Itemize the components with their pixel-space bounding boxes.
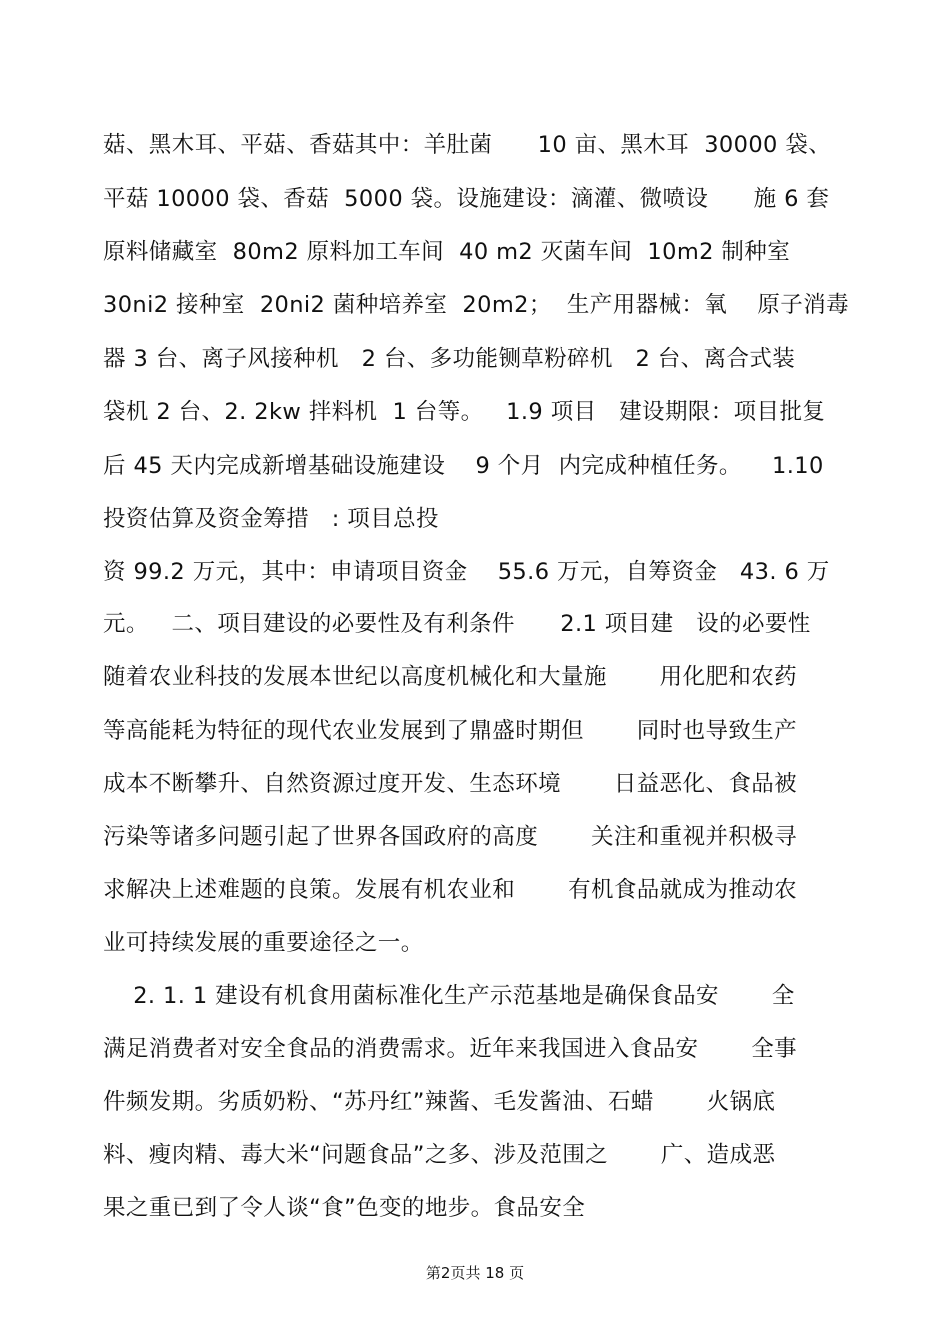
text-line: 资 99.2 万元，其中：申请项目资金 55.6 万元，自筹资金 43. 6 万	[103, 559, 830, 585]
text-line: 求解决上述难题的良策。发展有机农业和 有机食品就成为推动农	[103, 877, 798, 903]
text-line: 污染等诸多问题引起了世界各国政府的高度 关注和重视并积极寻	[103, 824, 798, 850]
text-line: 投资估算及资金筹措 : 项目总投	[103, 506, 439, 532]
text-line: 料、瘦肉精、毒大米“问题食品”之多、涉及范围之 广、造成恶	[103, 1142, 776, 1168]
text-line: 30ni2 接种室 20ni2 菌种培养室 20m2； 生产用器械：氧 原子消毒	[103, 292, 850, 318]
text-line: 业可持续发展的重要途径之一。	[103, 930, 424, 956]
text-line: 2. 1. 1 建设有机食用菌标准化生产示范基地是确保食品安 全	[103, 983, 795, 1009]
text-line: 成本不断攀升、自然资源过度开发、生态环境 日益恶化、食品被	[103, 771, 798, 797]
text-line: 等高能耗为特征的现代农业发展到了鼎盛时期但 同时也导致生产	[103, 718, 798, 744]
text-line: 件频发期。劣质奶粉、“苏丹红”辣酱、毛发酱油、石蜡 火锅底	[103, 1089, 776, 1115]
text-line: 袋机 2 台、2. 2kw 拌料机 1 台等。 1.9 项目 建设期限：项目批复	[103, 399, 826, 425]
text-line: 后 45 天内完成新增基础设施建设 9 个月 内完成种植任务。 1.10	[103, 453, 824, 479]
text-line: 器 3 台、离子风接种机 2 台、多功能铡草粉碎机 2 台、离合式装	[103, 346, 796, 372]
text-line: 原料储藏室 80m2 原料加工车间 40 m2 灭菌车间 10m2 制种室	[103, 239, 791, 265]
text-line: 满足消费者对安全食品的消费需求。近年来我国进入食品安 全事	[103, 1036, 798, 1062]
page-number: 第2页共 18 页	[425, 1264, 525, 1282]
text-line: 菇、黑木耳、平菇、香菇其中：羊肚菌 10 亩、黑木耳 30000 袋、	[103, 132, 832, 158]
text-line: 果之重已到了令人谈“食”色变的地步。食品安全	[103, 1195, 586, 1221]
text-line: 平菇 10000 袋、香菇 5000 袋。设施建设：滴灌、微喷设 施 6 套	[103, 186, 830, 212]
text-line: 元。 二、项目建设的必要性及有利条件 2.1 项目建 设的必要性	[103, 611, 811, 637]
text-line: 随着农业科技的发展本世纪以高度机械化和大量施 用化肥和农药	[103, 664, 798, 690]
